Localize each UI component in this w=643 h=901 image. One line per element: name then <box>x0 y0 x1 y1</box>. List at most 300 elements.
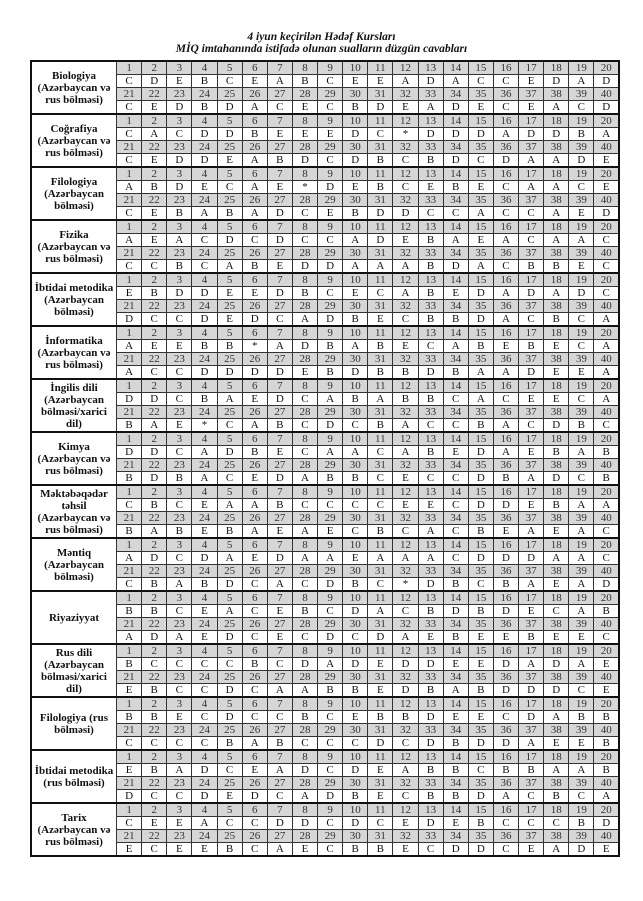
question-number: 33 <box>418 353 443 366</box>
answer-cell: A <box>292 790 317 804</box>
answer-cell: C <box>519 817 544 830</box>
answer-cell: D <box>443 101 468 115</box>
question-number: 20 <box>594 485 619 499</box>
question-number: 27 <box>267 565 292 578</box>
subject-block <box>31 167 619 220</box>
answer-cell: A <box>167 234 192 247</box>
answer-cell: C <box>343 525 368 539</box>
answer-cell: B <box>318 684 343 698</box>
answer-cell: B <box>468 605 493 618</box>
question-number: 16 <box>493 61 518 75</box>
question-number: 32 <box>393 777 418 790</box>
answer-cell: B <box>167 472 192 486</box>
question-number: 5 <box>217 750 242 764</box>
question-number: 7 <box>267 326 292 340</box>
answer-cell: A <box>142 525 167 539</box>
question-number: 9 <box>318 803 343 817</box>
answer-cell: A <box>167 764 192 777</box>
question-number: 31 <box>368 618 393 631</box>
question-number: 7 <box>267 591 292 605</box>
answer-cell: B <box>443 737 468 751</box>
answer-cell: D <box>142 472 167 486</box>
question-number: 25 <box>217 724 242 737</box>
answer-cell: A <box>418 552 443 565</box>
answer-cell: D <box>468 472 493 486</box>
answer-cell: A <box>318 552 343 565</box>
question-number: 15 <box>468 167 493 181</box>
answer-cell: B <box>142 578 167 592</box>
answer-cell: C <box>493 260 518 274</box>
answer-cell: C <box>468 75 493 88</box>
question-number: 38 <box>544 459 569 472</box>
answer-cell: E <box>292 101 317 115</box>
question-number: 32 <box>393 512 418 525</box>
question-number: 23 <box>167 300 192 313</box>
subject-block <box>31 644 619 697</box>
answer-cell: E <box>318 207 343 221</box>
question-number: 3 <box>167 61 192 75</box>
answer-cell: B <box>544 790 569 804</box>
question-number: 14 <box>443 750 468 764</box>
question-number: 2 <box>142 326 167 340</box>
subject-name: Tarix (Azərbaycan və rus bölməsi) <box>31 803 117 856</box>
answer-cell: D <box>493 499 518 512</box>
answer-cell: A <box>493 446 518 459</box>
question-number: 23 <box>167 512 192 525</box>
question-number: 21 <box>117 194 142 207</box>
answer-cell: D <box>393 684 418 698</box>
question-number: 30 <box>343 830 368 843</box>
question-number: 26 <box>242 353 267 366</box>
answer-cell: C <box>292 499 317 512</box>
question-number: 10 <box>343 273 368 287</box>
answer-cell: A <box>242 499 267 512</box>
answer-cell: B <box>142 711 167 724</box>
question-number: 35 <box>468 724 493 737</box>
question-number: 3 <box>167 114 192 128</box>
subject-block <box>31 591 619 644</box>
question-number: 17 <box>519 167 544 181</box>
question-number: 12 <box>393 326 418 340</box>
question-number: 18 <box>544 326 569 340</box>
answer-cell: B <box>242 446 267 459</box>
answer-cell: E <box>167 419 192 433</box>
answer-cell: D <box>292 340 317 353</box>
question-number: 37 <box>519 671 544 684</box>
answer-cell: C <box>217 75 242 88</box>
answers-row <box>31 472 619 486</box>
question-number: 11 <box>368 61 393 75</box>
answer-cell: D <box>192 313 217 327</box>
question-number: 6 <box>242 750 267 764</box>
answers-row <box>31 446 619 459</box>
question-number: 29 <box>318 565 343 578</box>
answer-cell: D <box>569 843 594 857</box>
answers-row <box>31 181 619 194</box>
answers-row <box>31 737 619 751</box>
answer-cell: C <box>343 631 368 645</box>
answer-cell: A <box>343 340 368 353</box>
question-number: 37 <box>519 777 544 790</box>
answers-row <box>31 605 619 618</box>
question-number: 9 <box>318 538 343 552</box>
answer-cell: D <box>493 658 518 671</box>
subject-name: Kimya (Azərbaycan və rus bölməsi) <box>31 432 117 485</box>
answer-cell: A <box>393 75 418 88</box>
answer-cell: B <box>292 711 317 724</box>
question-number: 32 <box>393 406 418 419</box>
answer-cell: D <box>544 75 569 88</box>
question-number: 12 <box>393 379 418 393</box>
answer-cell: B <box>343 578 368 592</box>
question-number: 40 <box>594 724 619 737</box>
answer-cell: E <box>569 631 594 645</box>
question-number: 21 <box>117 724 142 737</box>
answer-cell: E <box>192 605 217 618</box>
question-number: 7 <box>267 273 292 287</box>
question-number: 36 <box>493 300 518 313</box>
answer-cell: B <box>242 260 267 274</box>
answer-cell: C <box>318 101 343 115</box>
answer-cell: E <box>393 472 418 486</box>
answer-cell: D <box>267 393 292 406</box>
answer-cell: C <box>242 605 267 618</box>
question-number: 29 <box>318 724 343 737</box>
question-number: 35 <box>468 141 493 154</box>
answer-cell: * <box>242 340 267 353</box>
answer-cell: C <box>117 260 142 274</box>
answer-cell: C <box>167 790 192 804</box>
question-number: 2 <box>142 538 167 552</box>
answer-cell: C <box>167 552 192 565</box>
question-number: 22 <box>142 141 167 154</box>
answer-cell: C <box>368 128 393 141</box>
question-number: 2 <box>142 591 167 605</box>
answer-cell: C <box>443 393 468 406</box>
question-number: 11 <box>368 273 393 287</box>
answer-cell: E <box>192 843 217 857</box>
question-number: 34 <box>443 459 468 472</box>
answer-cell: B <box>142 605 167 618</box>
answer-cell: B <box>117 419 142 433</box>
answer-cell: E <box>519 605 544 618</box>
question-number: 26 <box>242 247 267 260</box>
question-number: 34 <box>443 512 468 525</box>
question-number: 30 <box>343 353 368 366</box>
answer-cell: E <box>217 313 242 327</box>
answer-cell: C <box>292 393 317 406</box>
answer-cell: A <box>217 605 242 618</box>
answer-cell: B <box>192 75 217 88</box>
question-number: 40 <box>594 141 619 154</box>
answer-cell: E <box>318 128 343 141</box>
question-number: 35 <box>468 247 493 260</box>
answer-cell: A <box>544 101 569 115</box>
answer-cell: D <box>368 737 393 751</box>
question-number: 20 <box>594 220 619 234</box>
answer-cell: C <box>368 499 393 512</box>
answer-cell: B <box>418 154 443 168</box>
answer-cell: * <box>292 181 317 194</box>
answer-cell: C <box>192 737 217 751</box>
question-number: 15 <box>468 538 493 552</box>
question-number: 39 <box>569 618 594 631</box>
question-number: 39 <box>569 671 594 684</box>
answer-cell: A <box>117 234 142 247</box>
question-number: 12 <box>393 803 418 817</box>
question-number: 29 <box>318 141 343 154</box>
question-number: 21 <box>117 512 142 525</box>
answer-cell: E <box>544 366 569 380</box>
question-numbers-row <box>31 88 619 101</box>
question-number: 29 <box>318 777 343 790</box>
answer-cell: E <box>343 287 368 300</box>
answer-cell: B <box>117 472 142 486</box>
question-number: 27 <box>267 353 292 366</box>
question-number: 21 <box>117 777 142 790</box>
question-number: 10 <box>343 591 368 605</box>
question-number: 8 <box>292 591 317 605</box>
question-number: 38 <box>544 300 569 313</box>
answer-cell: A <box>443 234 468 247</box>
question-number: 25 <box>217 247 242 260</box>
question-number: 12 <box>393 220 418 234</box>
answer-cell: A <box>242 207 267 221</box>
answer-cell: C <box>594 234 619 247</box>
question-number: 34 <box>443 300 468 313</box>
question-number: 34 <box>443 141 468 154</box>
question-number: 25 <box>217 406 242 419</box>
answer-cell: A <box>569 525 594 539</box>
answer-cell: C <box>318 75 343 88</box>
answer-cell: C <box>343 419 368 433</box>
question-number: 32 <box>393 459 418 472</box>
answer-cell: C <box>192 684 217 698</box>
question-number: 30 <box>343 406 368 419</box>
answer-cell: C <box>343 737 368 751</box>
answer-cell: C <box>167 658 192 671</box>
question-numbers-row <box>31 644 619 658</box>
answer-cell: C <box>292 446 317 459</box>
answer-cell: D <box>443 128 468 141</box>
answer-cell: C <box>594 419 619 433</box>
answer-cell: E <box>519 393 544 406</box>
question-number: 15 <box>468 432 493 446</box>
question-number: 12 <box>393 61 418 75</box>
answer-cell: A <box>318 393 343 406</box>
question-number: 10 <box>343 485 368 499</box>
question-number: 29 <box>318 247 343 260</box>
question-number: 19 <box>569 591 594 605</box>
answer-cell: E <box>468 631 493 645</box>
answer-cell: D <box>493 684 518 698</box>
answer-cell: A <box>192 817 217 830</box>
question-number: 9 <box>318 432 343 446</box>
question-number: 25 <box>217 777 242 790</box>
question-number: 28 <box>292 777 317 790</box>
answer-cell: B <box>217 737 242 751</box>
question-number: 6 <box>242 644 267 658</box>
answer-cell: C <box>292 234 317 247</box>
question-number: 2 <box>142 750 167 764</box>
answer-cell: D <box>343 128 368 141</box>
question-number: 36 <box>493 724 518 737</box>
answer-cell: D <box>217 578 242 592</box>
question-number: 37 <box>519 88 544 101</box>
question-number: 17 <box>519 432 544 446</box>
question-number: 5 <box>217 114 242 128</box>
question-number: 20 <box>594 538 619 552</box>
question-number: 5 <box>217 273 242 287</box>
answer-cell: E <box>267 605 292 618</box>
question-number: 32 <box>393 724 418 737</box>
question-number: 36 <box>493 830 518 843</box>
answer-cell: C <box>267 658 292 671</box>
answer-cell: E <box>318 525 343 539</box>
question-number: 14 <box>443 167 468 181</box>
answer-cell: E <box>443 287 468 300</box>
answer-cell: D <box>343 154 368 168</box>
question-number: 7 <box>267 432 292 446</box>
question-number: 28 <box>292 830 317 843</box>
question-number: 27 <box>267 406 292 419</box>
question-number: 38 <box>544 830 569 843</box>
question-number: 8 <box>292 697 317 711</box>
answer-cell: E <box>393 101 418 115</box>
question-number: 2 <box>142 273 167 287</box>
answer-cell: E <box>192 525 217 539</box>
answer-cell: C <box>242 711 267 724</box>
question-number: 13 <box>418 379 443 393</box>
question-numbers-row <box>31 803 619 817</box>
subject-block <box>31 273 619 326</box>
answer-cell: C <box>217 658 242 671</box>
answer-cell: E <box>393 234 418 247</box>
question-number: 31 <box>368 671 393 684</box>
question-number: 7 <box>267 803 292 817</box>
question-numbers-row <box>31 697 619 711</box>
question-number: 8 <box>292 273 317 287</box>
question-numbers-row <box>31 671 619 684</box>
question-number: 24 <box>192 459 217 472</box>
answer-cell: B <box>468 340 493 353</box>
answer-cell: D <box>142 393 167 406</box>
question-number: 32 <box>393 141 418 154</box>
question-number: 24 <box>192 777 217 790</box>
answer-cell: A <box>117 181 142 194</box>
answer-cell: C <box>493 711 518 724</box>
question-number: 35 <box>468 671 493 684</box>
answer-cell: E <box>468 234 493 247</box>
question-number: 35 <box>468 300 493 313</box>
question-number: 6 <box>242 326 267 340</box>
answer-cell: B <box>418 764 443 777</box>
question-number: 39 <box>569 247 594 260</box>
answer-cell: E <box>468 658 493 671</box>
answer-cell: B <box>167 207 192 221</box>
question-number: 8 <box>292 432 317 446</box>
answer-cell: C <box>594 525 619 539</box>
answer-cell: D <box>192 154 217 168</box>
question-number: 31 <box>368 724 393 737</box>
question-number: 23 <box>167 194 192 207</box>
question-number: 40 <box>594 194 619 207</box>
question-number: 8 <box>292 803 317 817</box>
answer-cell: A <box>393 419 418 433</box>
answer-cell: D <box>192 366 217 380</box>
question-numbers-row <box>31 167 619 181</box>
answer-cell: D <box>117 313 142 327</box>
answer-cell: C <box>318 605 343 618</box>
answer-cell: B <box>192 340 217 353</box>
answer-cell: E <box>142 207 167 221</box>
answer-cell: E <box>393 340 418 353</box>
question-number: 19 <box>569 750 594 764</box>
answer-cell: A <box>594 128 619 141</box>
answer-cell: D <box>318 313 343 327</box>
answer-cell: E <box>594 684 619 698</box>
question-number: 29 <box>318 406 343 419</box>
question-number: 24 <box>192 724 217 737</box>
subject-name: Biologiya (Azərbaycan və rus bölməsi) <box>31 61 117 114</box>
answer-cell: E <box>368 764 393 777</box>
question-number: 7 <box>267 167 292 181</box>
answer-cell: C <box>142 843 167 857</box>
question-number: 33 <box>418 671 443 684</box>
answer-cell: E <box>493 631 518 645</box>
answer-cell: C <box>393 790 418 804</box>
answer-cell: D <box>217 101 242 115</box>
answer-cell: C <box>544 605 569 618</box>
answer-cell: E <box>519 499 544 512</box>
question-number: 23 <box>167 406 192 419</box>
answer-cell: E <box>519 446 544 459</box>
question-number: 34 <box>443 777 468 790</box>
question-number: 5 <box>217 167 242 181</box>
answer-cell: B <box>167 260 192 274</box>
question-number: 27 <box>267 618 292 631</box>
question-number: 15 <box>468 750 493 764</box>
question-number: 35 <box>468 830 493 843</box>
question-number: 19 <box>569 273 594 287</box>
answer-cell: A <box>267 764 292 777</box>
question-number: 25 <box>217 88 242 101</box>
answer-cell: A <box>493 234 518 247</box>
question-number: 27 <box>267 300 292 313</box>
question-number: 28 <box>292 300 317 313</box>
question-number: 8 <box>292 750 317 764</box>
question-number: 1 <box>117 591 142 605</box>
question-numbers-row <box>31 273 619 287</box>
question-number: 1 <box>117 61 142 75</box>
answer-cell: A <box>594 790 619 804</box>
answer-cell: E <box>267 446 292 459</box>
question-numbers-row <box>31 459 619 472</box>
answer-cell: C <box>569 393 594 406</box>
question-number: 18 <box>544 697 569 711</box>
question-number: 22 <box>142 830 167 843</box>
question-number: 25 <box>217 353 242 366</box>
question-number: 13 <box>418 114 443 128</box>
question-number: 18 <box>544 273 569 287</box>
question-number: 36 <box>493 353 518 366</box>
question-number: 11 <box>368 432 393 446</box>
question-number: 29 <box>318 512 343 525</box>
question-number: 39 <box>569 777 594 790</box>
question-number: 2 <box>142 644 167 658</box>
question-number: 28 <box>292 671 317 684</box>
question-number: 13 <box>418 538 443 552</box>
